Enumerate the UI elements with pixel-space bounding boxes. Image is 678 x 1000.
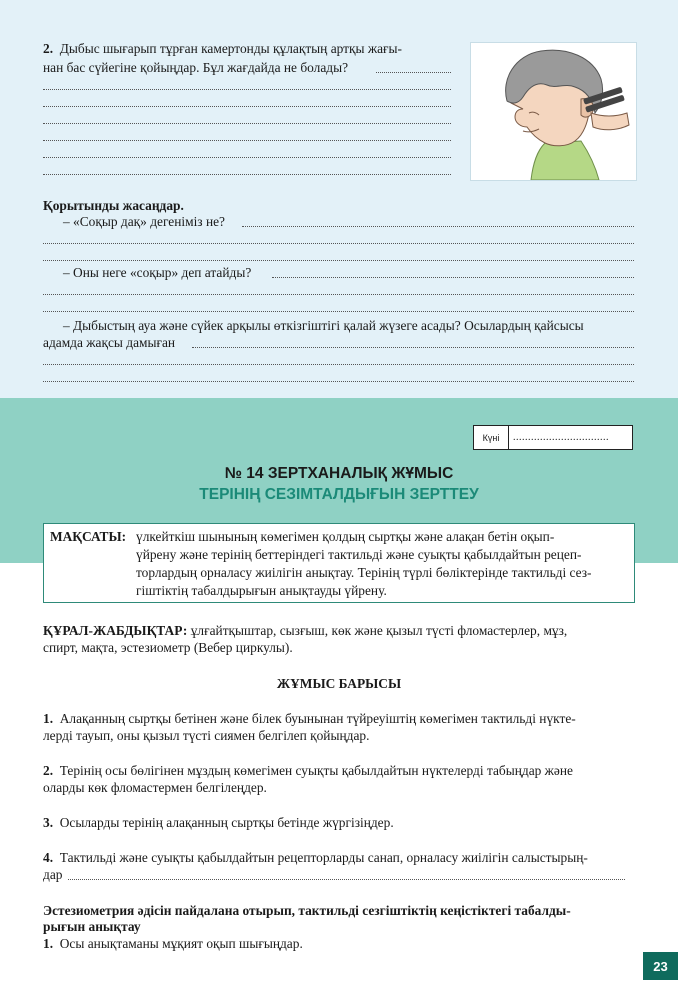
conclusion-question-2: – Оны неге «соқыр» деп атайды? xyxy=(63,265,252,280)
page-number: 23 xyxy=(643,952,678,980)
answer-line[interactable] xyxy=(43,294,634,295)
goal-line-4: гіштіктің табалдырығын анықтауды үйрену. xyxy=(136,583,387,598)
conclusion-question-3-line-2: адамда жақсы дамыған xyxy=(43,335,176,350)
question-2-line-2: нан бас сүйегіне қойыңдар. Бұл жағдайда не болады? xyxy=(43,60,349,75)
tuning-fork-illustration xyxy=(470,42,637,181)
equipment-line-2: спирт, мақта, эстезиометр (Вебер циркулы). xyxy=(43,640,293,655)
equipment-line-1: ҚҰРАЛ-ЖАБДЫҚТАР: ұлғайтқыштар, сызғыш, көк және қызыл түсті фломастерлер, мұз, xyxy=(43,623,568,638)
answer-line[interactable] xyxy=(272,277,634,278)
answer-line[interactable] xyxy=(43,364,634,365)
conclusion-question-1: – «Соқыр дақ» дегеніміз не? xyxy=(63,214,226,229)
answer-line[interactable] xyxy=(43,381,634,382)
date-label: Күні xyxy=(474,426,509,449)
head-with-tuning-fork-icon xyxy=(471,43,636,180)
work-heading: ЖҰМЫС БАРЫСЫ xyxy=(276,676,402,691)
step-2-line-2: оларды көк фломастермен белгілеңдер. xyxy=(43,780,267,795)
esthesiometry-step-1: 1. Осы анықтаманы мұқият оқып шығыңдар. xyxy=(43,936,303,951)
step-1-line-1: 1. Алақанның сыртқы бетінен және білек буынынан түйреуіштің көмегімен тактильді нүкте- xyxy=(43,711,576,726)
step-4-line-1: 4. Тактильді және суықты қабылдайтын рецепторларды санап, орналасу жиілігін салыстырың- xyxy=(43,850,588,865)
answer-line[interactable] xyxy=(376,72,451,73)
answer-line[interactable] xyxy=(43,123,451,124)
answer-line[interactable] xyxy=(43,140,451,141)
answer-line[interactable] xyxy=(43,89,451,90)
lab-number-title: № 14 ЗЕРТХАНАЛЫҚ ЖҰМЫС xyxy=(224,465,454,482)
question-2-line-1: 2. Дыбыс шығарып тұрған камертонды құлақтың артқы жағы- xyxy=(43,41,403,56)
answer-line[interactable] xyxy=(68,879,625,880)
answer-line[interactable] xyxy=(43,243,634,244)
answer-line[interactable] xyxy=(242,226,634,227)
lab-subtitle: ТЕРІНІҢ СЕЗІМТАЛДЫҒЫН ЗЕРТТЕУ xyxy=(199,486,479,503)
date-box xyxy=(473,425,633,450)
answer-line[interactable] xyxy=(192,347,634,348)
step-2-line-1: 2. Терінің осы бөлігінен мұздың көмегімен суықты қабылдайтын нүктелерді табыңдар және xyxy=(43,763,573,778)
answer-line[interactable] xyxy=(43,311,634,312)
step-4-line-2: дар xyxy=(43,867,63,882)
answer-line[interactable] xyxy=(43,260,634,261)
step-1-line-2: лерді тауып, оны қызыл түсті сиямен белгілеп қойыңдар. xyxy=(43,728,370,743)
answer-line[interactable] xyxy=(43,106,451,107)
goal-label: МАҚСАТЫ: xyxy=(50,529,127,544)
date-input[interactable]: ................................ xyxy=(513,432,609,443)
goal-line-1: үлкейткіш шынының көмегімен қолдың сыртқы және алақан бетін оқып- xyxy=(136,529,555,544)
goal-line-3: торлардың орналасу жиілігін анықтау. Терінің түрлі бөліктерінде тактильді сез- xyxy=(136,565,592,580)
conclusion-question-3-line-1: – Дыбыстың ауа және сүйек арқылы өткізгіштігі қалай жүзеге асады? Осылардың қайсысы xyxy=(63,318,584,333)
answer-line[interactable] xyxy=(43,174,451,175)
step-3-line-1: 3. Осыларды терінің алақанның сыртқы бетінде жүргізіңдер. xyxy=(43,815,394,830)
conclusions-heading: Қорытынды жасаңдар. xyxy=(43,198,184,213)
esthesiometry-heading-line-2: рығын анықтау xyxy=(43,919,141,934)
answer-line[interactable] xyxy=(43,157,451,158)
goal-line-2: үйрену және терінің беттеріндегі тактильді және суықты қабылдайтын рецеп- xyxy=(136,547,582,562)
esthesiometry-heading-line-1: Эстезиометрия әдісін пайдалана отырып, тактильді сезгіштіктің кеңістіктегі табалды- xyxy=(43,903,571,918)
